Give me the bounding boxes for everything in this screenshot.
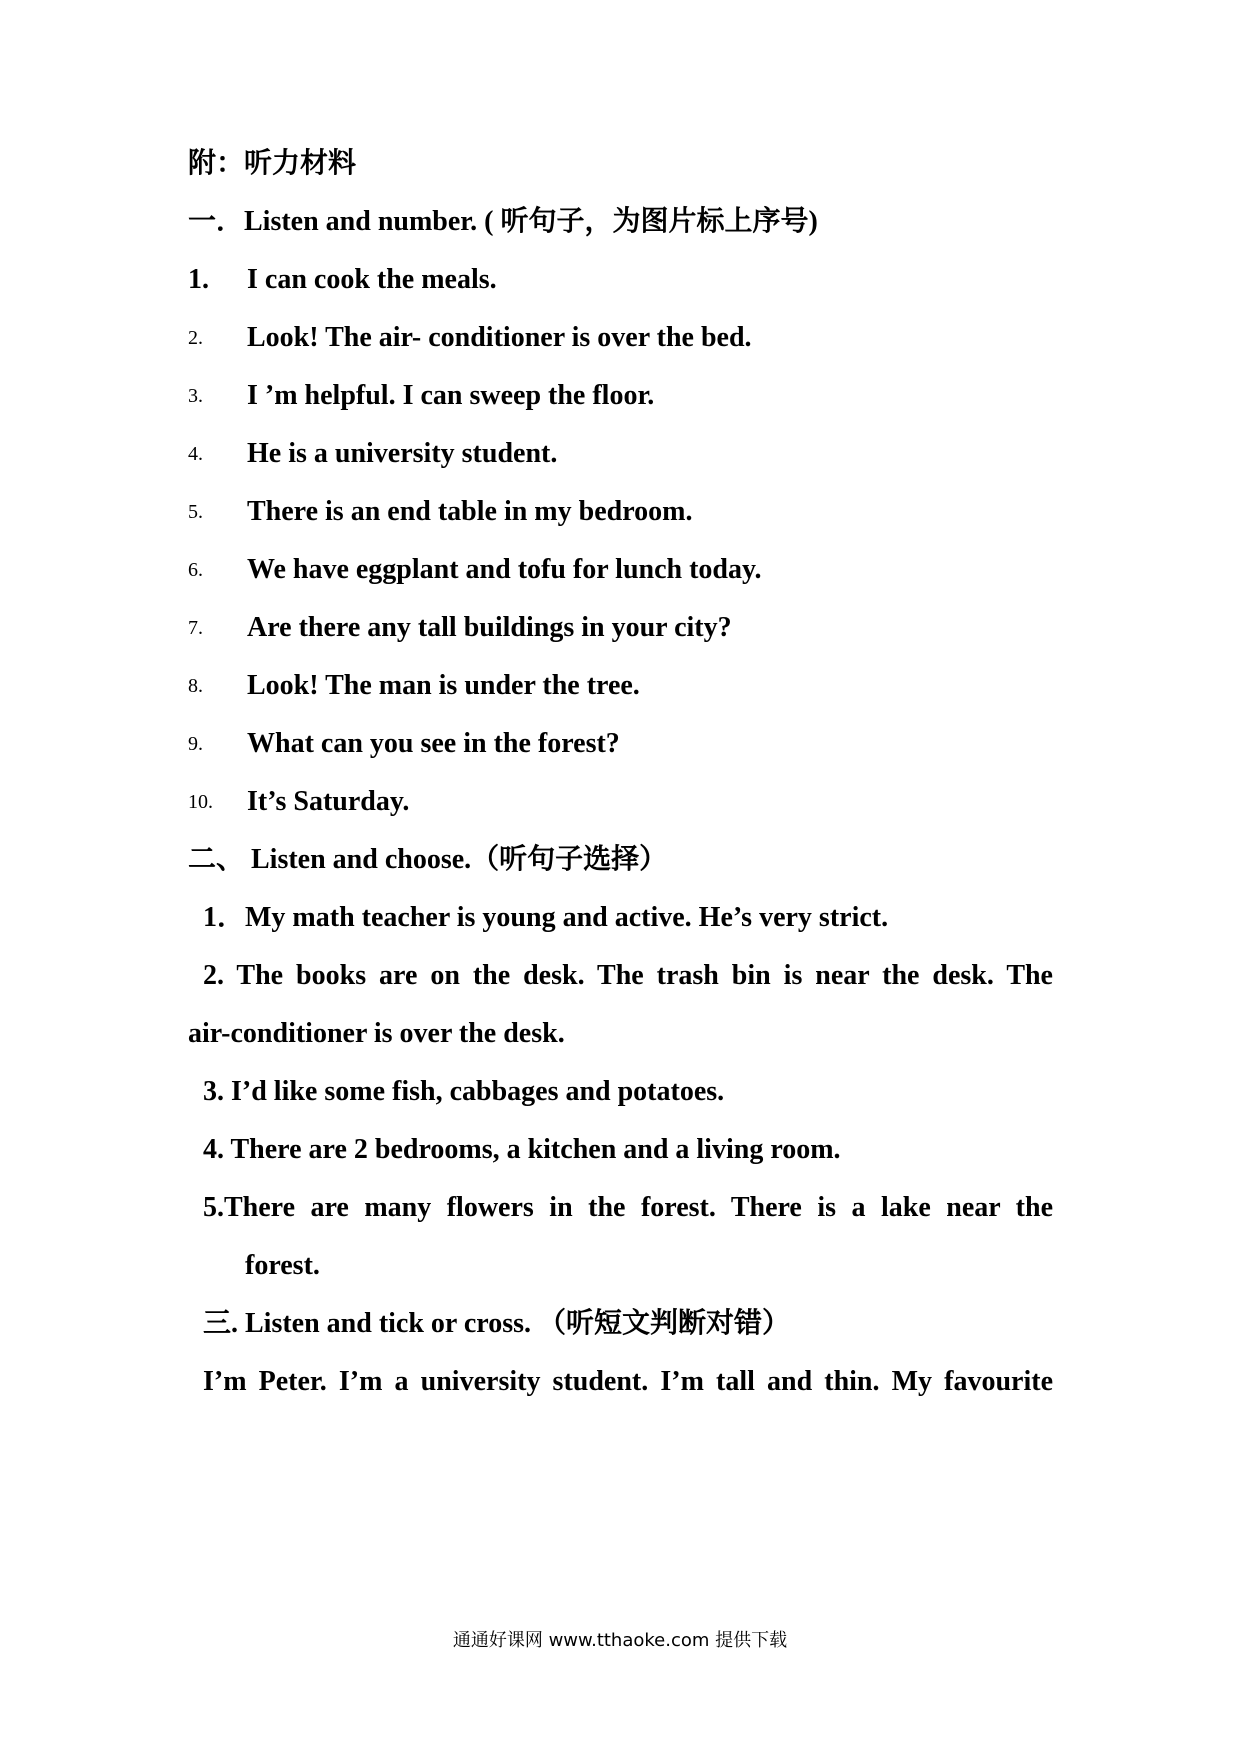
list-item: I ’m helpful. I can sweep the floor. [247, 380, 655, 411]
list-item: Look! The air- conditioner is over the bed. [247, 322, 752, 353]
item-number: 1. [188, 264, 209, 295]
item-number: 5. [188, 501, 203, 523]
list-item: There is an end table in my bedroom. [247, 496, 693, 527]
section2-item-1: 1．My math teacher is young and active. He’s very strict. [203, 902, 889, 933]
item-number: 8. [188, 675, 203, 697]
list-item: Look! The man is under the tree. [247, 670, 640, 701]
section1-title: 一．Listen and number. ( 听句子，为图片标上序号) [188, 206, 818, 237]
item-number: 3. [188, 385, 203, 407]
list-item: I can cook the meals. [247, 264, 497, 295]
list-item: Are there any tall buildings in your city? [247, 612, 732, 643]
section3-title: 三. Listen and tick or cross. （听短文判断对错） [203, 1308, 790, 1339]
section3-paragraph-line1: I’m Peter. I’m a university student. I’m tall and thin. My favourite [203, 1366, 1053, 1397]
heading: 附：听力材料 [188, 148, 357, 179]
section2-item-2-line1: 2. The books are on the desk. The trash bin is near the desk. The [203, 960, 1053, 991]
item-number: 10. [188, 791, 213, 813]
list-item: It’s Saturday. [247, 786, 410, 817]
section2-item-4: 4. There are 2 bedrooms, a kitchen and a living room. [203, 1134, 841, 1165]
section2-item-5-line2: forest. [245, 1250, 320, 1281]
page-footer: 通通好课网 www.tthaoke.com 提供下载 [452, 1630, 788, 1651]
section2-item-2-line2: air-conditioner is over the desk. [188, 1018, 565, 1049]
item-number: 7. [188, 617, 203, 639]
item-number: 2. [188, 327, 203, 349]
list-item: He is a university student. [247, 438, 558, 469]
item-number: 9. [188, 733, 203, 755]
list-item: What can you see in the forest? [247, 728, 620, 759]
item-number: 6. [188, 559, 203, 581]
section2-title: 二、 Listen and choose.（听句子选择） [188, 844, 668, 875]
item-number: 4. [188, 443, 203, 465]
section2-item-3: 3. I’d like some fish, cabbages and potatoes. [203, 1076, 725, 1107]
section2-item-5-line1: 5.There are many flowers in the forest. There is a lake near the [203, 1192, 1053, 1223]
list-item: We have eggplant and tofu for lunch today. [247, 554, 762, 585]
